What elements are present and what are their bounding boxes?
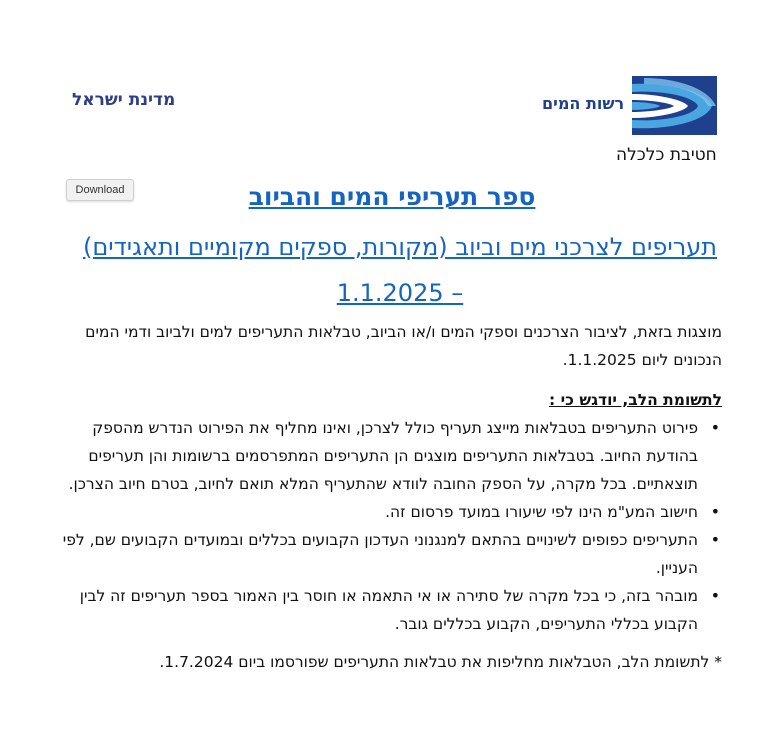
notes-list [60, 414, 722, 638]
water-authority-logo [536, 76, 717, 135]
list-item: • חישוב המע"מ הינו לפי שיעורו במועד פרסום זה. [60, 498, 698, 526]
list-item: • פירוט התעריפים בטבלאות מייצג תעריף כולל לצרכן, ואינו מחליף את הפירוט הנדרש מהספק בהודעת החיוב. בטבלאות התעריפים מוצגים הן התעריפים המתפרסמים ברשומות והן תעריפים תוצאתיים. בכל מקרה, על הספק החובה לוודא שהתעריף המלא תואם לחיוב, בטרם חיוב הצרכן. [60, 414, 698, 498]
logo-text: רשות המים [542, 94, 625, 113]
division-name: חטיבת כלכלה [616, 145, 717, 165]
document-title-link[interactable]: ספר תעריפי המים והביוב [248, 182, 536, 211]
attention-heading: לתשומת הלב, יודגש כי : [548, 391, 722, 409]
footnote: * לתשומת הלב, הטבלאות מחליפות את טבלאות התעריפים שפורסמו ביום 1.7.2024. [159, 653, 722, 671]
download-button[interactable]: Download [66, 179, 134, 201]
list-item: • התעריפים כפופים לשינויים בהתאם למנגנוני העדכון הקבועים בכללים ובמועדים הקבועים שם, לפי העניין. [60, 526, 698, 582]
list-item: • מובהר בזה, כי בכל מקרה של סתירה או אי התאמה או חוסר בין האמור בספר תעריפים זה לבין הקבוע בכללי התעריפים, הקבוע בכללים גובר. [60, 582, 698, 638]
intro-paragraph: מוצגות בזאת, לציבור הצרכנים וספקי המים ו/או הביוב, טבלאות התעריפים למים ולביוב ודמי המים הנכונים ליום 1.1.2025. [85, 323, 722, 369]
document-body [60, 318, 722, 692]
state-name: מדינת ישראל [72, 90, 176, 110]
document-subtitle-link[interactable]: תעריפים לצרכני מים וביוב (מקורות, ספקים מקומיים ותאגידים) – 1.1.2025 [82, 233, 718, 307]
